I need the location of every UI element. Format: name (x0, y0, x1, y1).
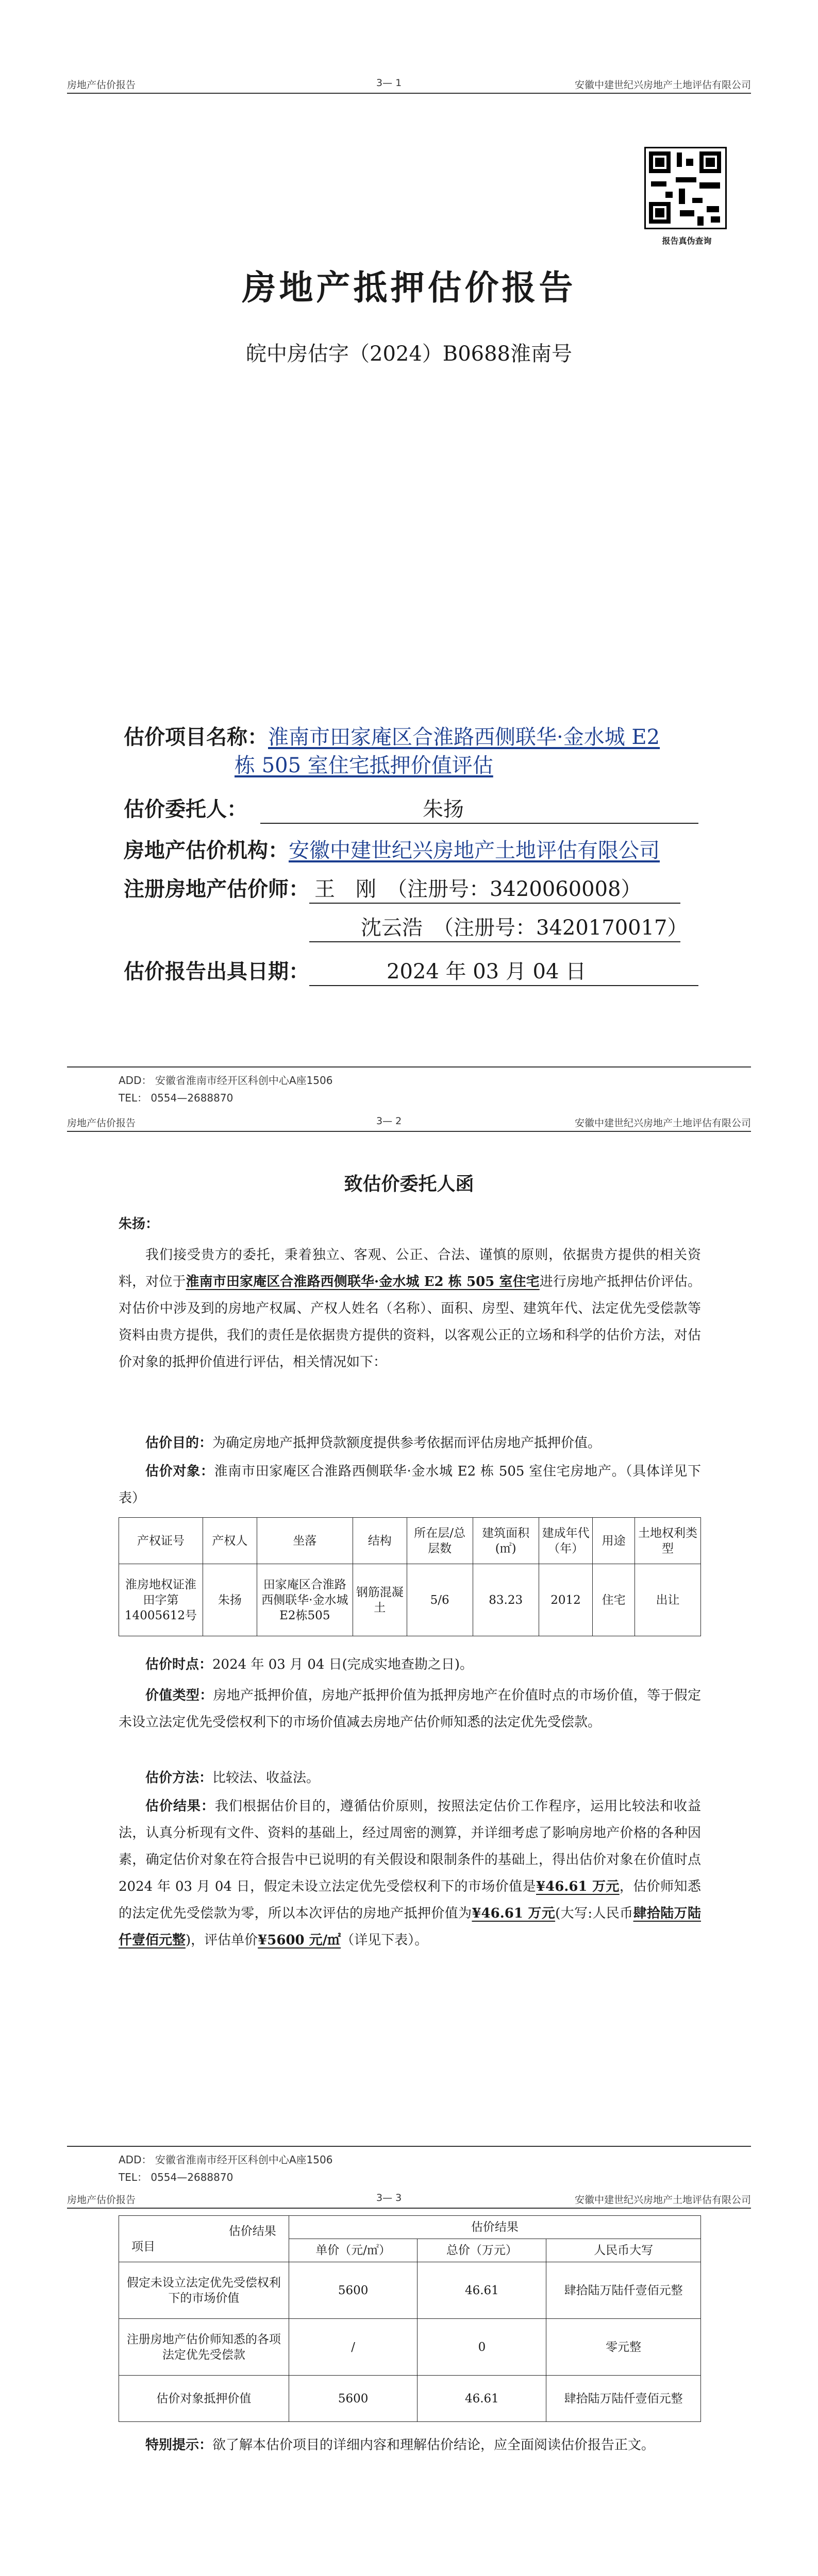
appraiser-2: 沈云浩 （注册号：3420170017） (361, 916, 688, 940)
valuation-date-label: 估价时点： (145, 1657, 213, 1672)
footer-tel: TEL： 0554—2688870 (119, 2171, 233, 2183)
project-value-2: 栋 505 室住宅抵押价值评估 (235, 754, 493, 777)
client-label: 估价委托人： (124, 797, 247, 821)
mortgage-value-chinese: 肆拾陆万陆仟壹佰元整 (119, 1906, 701, 1948)
project-name-row-2 (235, 752, 493, 779)
appraiser-label: 注册房地产估价师： (124, 877, 309, 901)
unit-price-header: 单价（元/㎡） (289, 2239, 418, 2262)
footer-address: ADD： 安徽省淮南市经开区科创中心A座1506 (119, 2154, 333, 2166)
object-paragraph (119, 1458, 701, 1512)
header-left: 房地产估价报告 (67, 2194, 136, 2206)
date-value: 2024 年 03 月 04 日 (387, 960, 587, 984)
header-right: 安徽中建世纪兴房地产土地评估有限公司 (574, 2194, 751, 2206)
header-page-number: 3— 3 (376, 2192, 402, 2204)
table-header-row (119, 1518, 701, 1564)
table-header: 结构 (353, 1518, 407, 1564)
market-value: ¥46.61 万元 (536, 1879, 620, 1894)
row-total: 46.61 (418, 2376, 546, 2422)
result-text: )，评估单价 (186, 1933, 258, 1948)
method-label: 估价方法： (145, 1770, 213, 1786)
header-page-number: 3— 1 (376, 77, 402, 89)
row-unit-price: 5600 (289, 2262, 418, 2319)
row-total: 46.61 (418, 2262, 546, 2319)
table-cell: 出让 (635, 1564, 700, 1636)
value-type-label: 价值类型： (145, 1688, 213, 1703)
intro-paragraph (119, 1242, 701, 1376)
footer-rule (67, 1066, 751, 1067)
table-cell: 钢筋混凝土 (353, 1564, 407, 1636)
intro-text-1: 我们接受贵方的委托，秉着独立、客观、公正、合法、谨慎的原则，依据贵方提供的相关资料，对位于 (119, 1247, 701, 1290)
table-header: 产权证号 (119, 1518, 203, 1564)
date-underline (309, 985, 698, 986)
purpose-label: 估价目的： (145, 1435, 213, 1451)
header-right: 安徽中建世纪兴房地产土地评估有限公司 (574, 79, 751, 91)
header-rule (67, 2208, 751, 2209)
special-notice (119, 2432, 701, 2459)
value-type-text: 房地产抵押价值，房地产抵押价值为抵押房地产在价值时点的市场价值，等于假定未设立法定优先受偿权利下的市场价值减去房地产估价师知悉的法定优先受偿款。 (119, 1688, 701, 1730)
agency-value: 安徽中建世纪兴房地产土地评估有限公司 (289, 839, 660, 862)
row-item: 假定未设立法定优先受偿权利下的市场价值 (119, 2262, 289, 2319)
page-footer (119, 1072, 332, 1107)
header-right: 安徽中建世纪兴房地产土地评估有限公司 (574, 1117, 751, 1129)
results-group-header: 估价结果 (289, 2216, 700, 2239)
purpose-paragraph (119, 1430, 701, 1456)
table-row (119, 1564, 701, 1636)
property-table (119, 1517, 701, 1636)
result-label: 估价结果： (145, 1799, 215, 1814)
method-paragraph (119, 1765, 701, 1791)
row-chinese: 零元整 (546, 2319, 701, 2376)
agency-label: 房地产估价机构： (124, 838, 289, 862)
agency-row (124, 837, 660, 864)
row-total: 0 (418, 2319, 546, 2376)
result-paragraph (119, 1793, 701, 1954)
footer-rule (67, 2146, 751, 2147)
date-paragraph (119, 1651, 701, 1678)
table-cell: 田家庵区合淮路西侧联华·金水城E2栋505 (257, 1564, 353, 1636)
date-row (124, 958, 309, 985)
results-header-row (119, 2216, 701, 2239)
project-name-row (124, 724, 660, 751)
appraiser-1: 王 刚 （注册号：3420060008） (314, 877, 642, 901)
row-chinese: 肆拾陆万陆仟壹佰元整 (546, 2376, 701, 2422)
salutation (119, 1211, 701, 1238)
results-corner-cell (119, 2216, 289, 2262)
date-label: 估价报告出具日期： (124, 959, 309, 984)
footer-tel: TEL： 0554—2688870 (119, 1092, 233, 1104)
header-rule (67, 1131, 751, 1132)
row-unit-price: 5600 (289, 2376, 418, 2422)
page-footer (119, 2151, 332, 2186)
report-title: 房地产抵押估价报告 (242, 267, 576, 308)
table-header: 用途 (593, 1518, 635, 1564)
qr-code[interactable] (644, 147, 727, 229)
table-cell: 住宅 (593, 1564, 635, 1636)
header-left: 房地产估价报告 (67, 79, 136, 91)
row-unit-price: / (289, 2319, 418, 2376)
client-row (124, 796, 247, 823)
type-paragraph (119, 1682, 701, 1736)
footer-address: ADD： 安徽省淮南市经开区科创中心A座1506 (119, 1074, 333, 1087)
notice-text: 欲了解本估价项目的详细内容和理解估价结论，应全面阅读估价报告正文。 (212, 2437, 655, 2453)
appraiser-2-underline (309, 941, 680, 942)
table-cell: 2012 (539, 1564, 593, 1636)
chinese-amount-header: 人民币大写 (546, 2239, 701, 2262)
results-table (119, 2215, 701, 2422)
appraiser-row (124, 876, 309, 903)
intro-address: 淮南市田家庵区合淮路西侧联华·金水城 E2 栋 505 室住宅 (186, 1274, 540, 1290)
table-row (119, 2376, 701, 2422)
report-number: 皖中房估字（2024）B0688淮南号 (246, 342, 572, 366)
appraiser-1-underline (309, 903, 680, 904)
row-chinese: 肆拾陆万陆仟壹佰元整 (546, 2262, 701, 2319)
qr-caption: 报告真伪查询 (662, 236, 712, 246)
unit-price: ¥5600 元/㎡ (258, 1933, 341, 1948)
total-price-header: 总价（万元） (418, 2239, 546, 2262)
table-cell: 朱扬 (203, 1564, 257, 1636)
table-header: 土地权利类型 (635, 1518, 700, 1564)
salutation-text: 朱扬： (119, 1216, 159, 1232)
method-text: 比较法、收益法。 (212, 1770, 320, 1786)
table-cell: 83.23 (473, 1564, 539, 1636)
client-value: 朱扬 (423, 798, 464, 821)
project-label: 估价项目名称： (124, 725, 268, 749)
result-text: （详见下表）。 (341, 1933, 428, 1948)
object-label: 估价对象： (145, 1464, 214, 1479)
result-text: 我们根据估价目的，遵循估价原则，按照法定估价工作程序，运用比较法和收益法，认真分析现有文件、资料的基础上，经过周密的测算，并详细考虑了影响房地产价格的各种因素，确定估价对象在符合报告中已说明的有关假设和限制条件的基础上，得出估价对象在价值时点 2024 年 03 月 04 日，假定未设立法定优先受偿权利下的市场价值是 (119, 1799, 701, 1894)
letter-title: 致估价委托人函 (344, 1173, 474, 1195)
result-text: ，估价师知悉的法定优先受偿款为零，所以本次评估的房地产抵押价值为 (119, 1879, 701, 1921)
table-cell: 淮房地权证淮田字第14005612号 (119, 1564, 203, 1636)
header-rule (67, 93, 751, 94)
row-item: 注册房地产估价师知悉的各项法定优先受偿款 (119, 2319, 289, 2376)
header-left: 房地产估价报告 (67, 1117, 136, 1129)
table-header: 坐落 (257, 1518, 353, 1564)
intro-text-2: 进行房地产抵押估价评估。对估价中涉及到的房地产权属、产权人姓名（名称）、面积、房型、建筑年代、法定优先受偿款等资料由贵方提供，我们的责任是依据贵方提供的资料，以客观公正的立场和科学的估价方法，对估价对象的抵押价值进行评估，相关情况如下： (119, 1274, 701, 1370)
mortgage-value: ¥46.61 万元 (472, 1906, 556, 1921)
project-value: 淮南市田家庵区合淮路西侧联华·金水城 E2 (268, 725, 660, 749)
client-underline (260, 823, 698, 824)
corner-label-bottom: 项目 (131, 2240, 155, 2253)
object-text: 淮南市田家庵区合淮路西侧联华·金水城 E2 栋 505 室住宅房地产。（具体详见下表） (119, 1464, 701, 1506)
valuation-date-text: 2024 年 03 月 04 日(完成实地查勘之日)。 (212, 1657, 473, 1672)
table-header: 建成年代（年） (539, 1518, 593, 1564)
row-item: 估价对象抵押价值 (119, 2376, 289, 2422)
table-header: 所在层/总层数 (407, 1518, 473, 1564)
notice-label: 特别提示： (145, 2437, 213, 2453)
header-page-number: 3— 2 (376, 1115, 402, 1127)
table-header: 建筑面积(㎡) (473, 1518, 539, 1564)
table-row (119, 2319, 701, 2376)
table-row (119, 2262, 701, 2319)
purpose-text: 为确定房地产抵押贷款额度提供参考依据而评估房地产抵押价值。 (212, 1435, 602, 1451)
table-header: 产权人 (203, 1518, 257, 1564)
corner-label-top: 估价结果 (228, 2224, 276, 2238)
result-text: (大写:人民币 (555, 1906, 633, 1921)
table-cell: 5/6 (407, 1564, 473, 1636)
